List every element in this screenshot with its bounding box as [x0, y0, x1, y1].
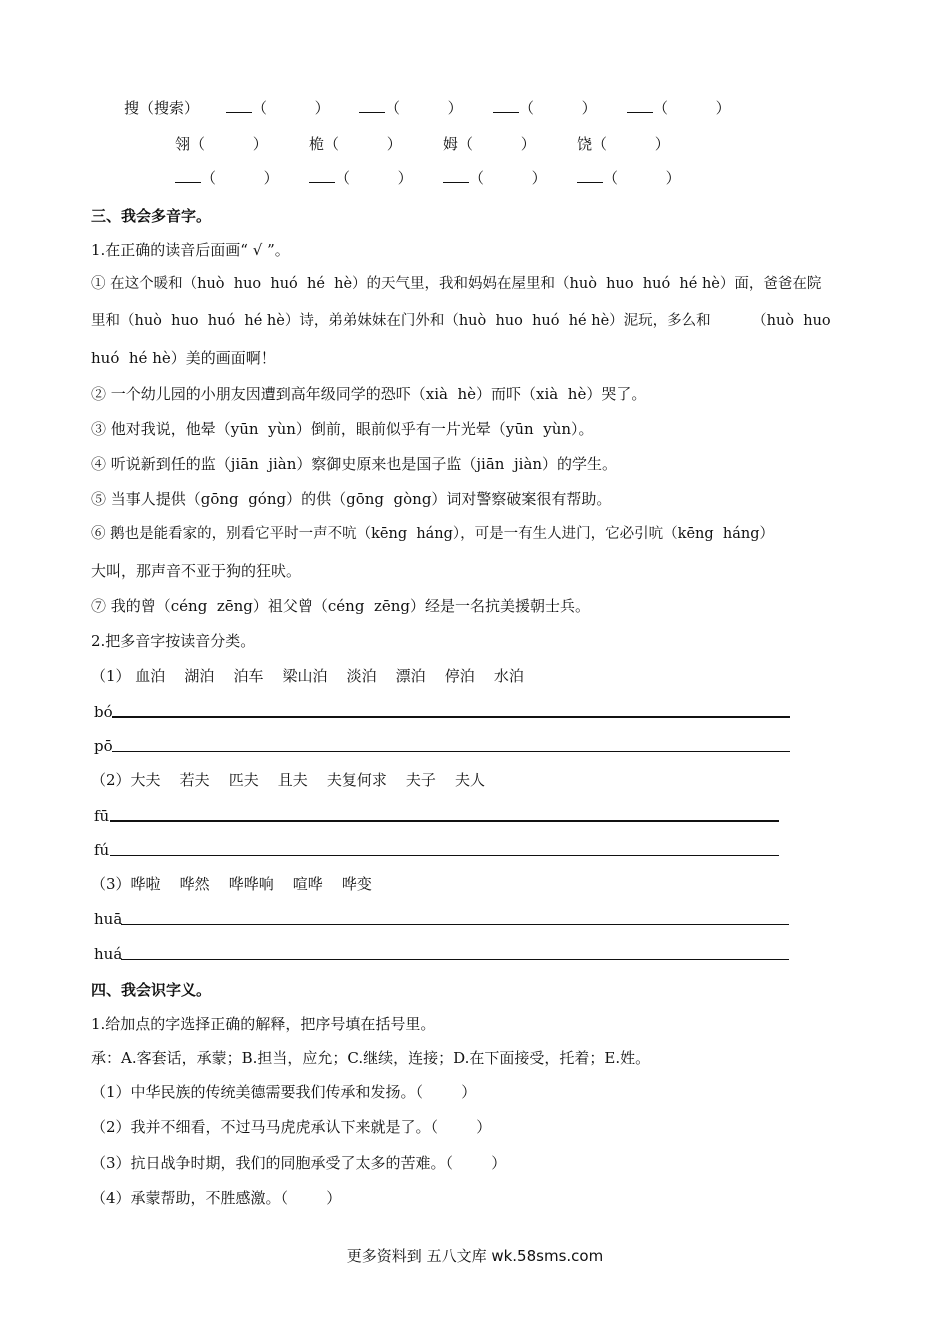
- item6-line1: ⑥ 鹅也是能看家的，别看它平时一声不吭（kēng háng），可是一有生人进门，它必引吭（kēng háng）: [91, 526, 774, 542]
- section4-title: 四、我会识字义。: [91, 981, 212, 999]
- answer-line[interactable]: [112, 751, 790, 752]
- answer-line[interactable]: [121, 959, 789, 960]
- list-item[interactable]: （4）承蒙帮助，不胜感激。（ ）: [91, 1189, 342, 1207]
- item4: ④ 听说新到任的监（jiān jiàn）察御史原来也是国子监（jiān jiàn）的学生。: [91, 455, 618, 473]
- answer-line[interactable]: [112, 716, 790, 718]
- char-item: 姆（ ）: [443, 135, 536, 153]
- section3-title: 三、我会多音字。: [91, 207, 212, 225]
- group2-b-label: fú: [94, 841, 110, 859]
- q2-prompt: 2.把多音字按读音分类。: [91, 632, 256, 650]
- char-item: 桅（ ）: [309, 135, 402, 153]
- footer-text: 更多资料到 五八文库 wk.58sms.com: [346, 1247, 604, 1265]
- blank-slot[interactable]: （ ）: [359, 98, 463, 118]
- blank-slot[interactable]: （ ）: [443, 168, 547, 188]
- item1-line3: huó hé hè）美的画面啊！: [91, 349, 276, 367]
- char-item: 饶（ ）: [577, 135, 670, 153]
- definitions: 承：A.客套话，承蒙；B.担当，应允；C.继续，连接；D.在下面接受，托着；E.姓。: [91, 1049, 651, 1067]
- item5: ⑤ 当事人提供（gōng góng）的供（gōng gòng）词对警察破案很有帮助。: [91, 490, 612, 508]
- list-item[interactable]: （2）我并不细看，不过马马虎虎承认下来就是了。（ ）: [91, 1118, 492, 1136]
- item1-line2: 里和（huò huo huó hé hè）诗，弟弟妹妹在门外和（huò huo huó hé hè）泥玩，多么和 （huò huo: [91, 313, 831, 329]
- list-item[interactable]: （3）抗日战争时期，我们的同胞承受了太多的苦难。（ ）: [91, 1154, 507, 1172]
- answer-line[interactable]: [110, 820, 779, 822]
- group2-a-label: fū: [94, 807, 110, 825]
- item3: ③ 他对我说，他晕（yūn yùn）倒前，眼前似乎有一片光晕（yūn yùn）。: [91, 420, 594, 438]
- group2-words: （2）大夫 若夫 匹夫 且夫 夫复何求 夫子 夫人: [91, 771, 485, 789]
- char-item: 翎（ ）: [175, 135, 268, 153]
- group3-b-label: huá: [94, 945, 123, 963]
- blank-slot[interactable]: （ ）: [309, 168, 413, 188]
- item1-line1: ① 在这个暖和（huò huo huó hé hè）的天气里，我和妈妈在屋里和（huò huo huó hé hè）面，爸爸在院: [91, 276, 822, 292]
- list-item[interactable]: （1）中华民族的传统美德需要我们传承和发扬。（ ）: [91, 1083, 477, 1101]
- section4-q1-prompt: 1.给加点的字选择正确的解释，把序号填在括号里。: [91, 1015, 436, 1033]
- group1-a-label: bó: [94, 703, 113, 721]
- blank-slot[interactable]: （ ）: [577, 168, 681, 188]
- row1-lead: 搜（搜索）: [124, 99, 200, 117]
- blank-slot[interactable]: （ ）: [226, 98, 330, 118]
- group1-b-label: pō: [94, 737, 113, 755]
- answer-line[interactable]: [121, 924, 789, 925]
- item6-line2: 大叫，那声音不亚于狗的狂吠。: [91, 562, 302, 580]
- blank-slot[interactable]: （ ）: [627, 98, 731, 118]
- group3-words: （3）哗啦 哗然 哗哗响 喧哗 哗变: [91, 875, 372, 893]
- blank-slot[interactable]: （ ）: [175, 168, 279, 188]
- group3-a-label: huā: [94, 910, 123, 928]
- item2: ② 一个幼儿园的小朋友因遭到高年级同学的恐吓（xià hè）而吓（xià hè）哭了。: [91, 385, 647, 403]
- group1-words: （1） 血泊 湖泊 泊车 梁山泊 淡泊 漂泊 停泊 水泊: [91, 667, 524, 685]
- blank-slot[interactable]: （ ）: [493, 98, 597, 118]
- item7: ⑦ 我的曾（céng zēng）祖父曾（céng zēng）经是一名抗美援朝士兵。: [91, 597, 591, 615]
- answer-line[interactable]: [110, 855, 779, 856]
- q1-prompt: 1.在正确的读音后面画“ √ ”。: [91, 241, 290, 259]
